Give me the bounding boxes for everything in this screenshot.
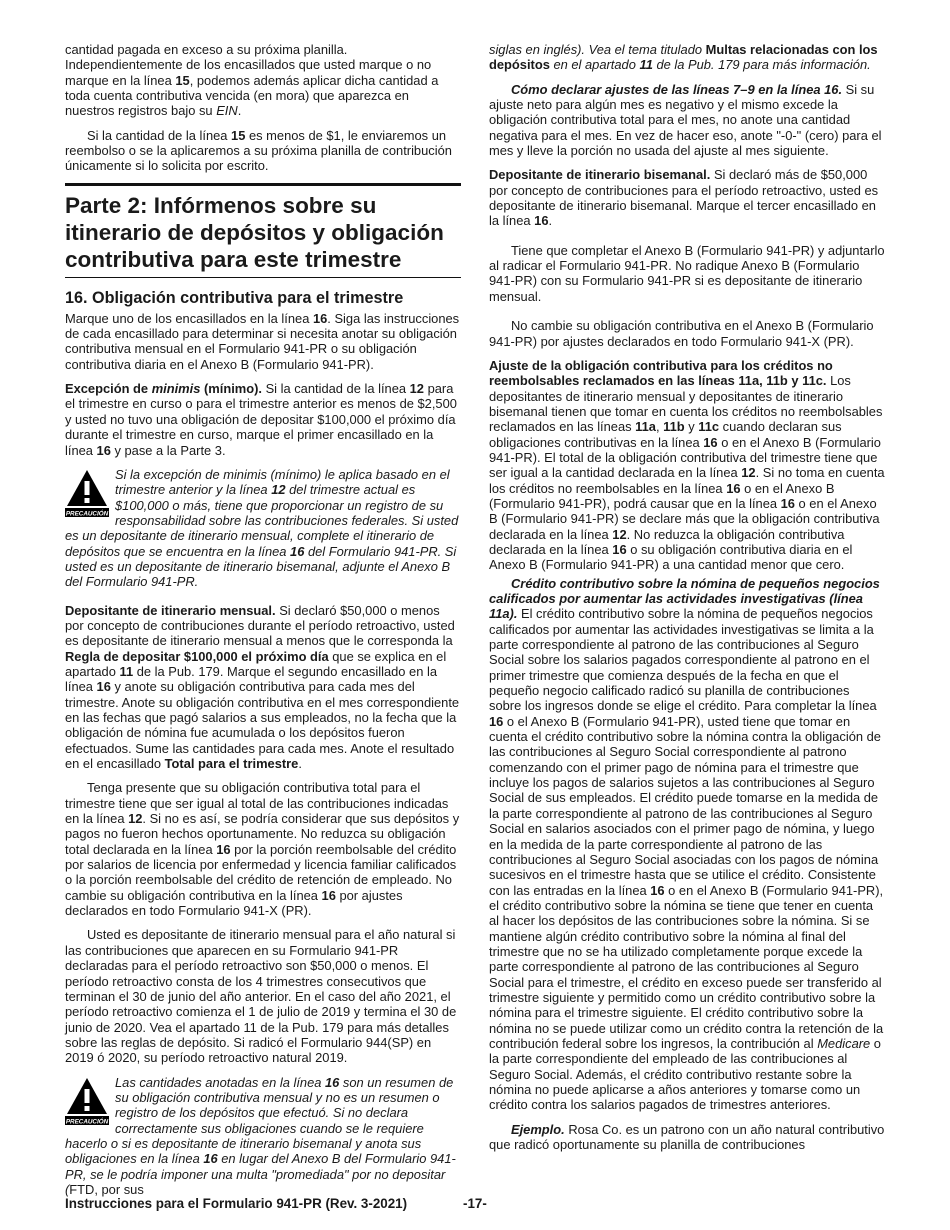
paragraph-monthly-depositor: Depositante de itinerario mensual. Si declaró $50,000 o menos por concepto de contribuciones durante el período retroactivo, usted es depositante de itinerario mensual a menos que le corresponda la Regla de depositar $100,000 el próximo día que se explica en el apartado 11 de la Pub. 179. Marque el segundo encasillado en la línea 16 y anote su obligación contributiva para cada mes del trimestre. Anote su obligación contributiva en el mes correspondiente en las fechas que pagó salarios a sus empleados, no la fecha que la obligación de nómina fue acumulada o los depósitos fueron efectuados. Sume las cantidades para cada mes. Anote el resultado en el encasillado Total para el trimestre. — [65, 602, 460, 772]
paragraph-no-change: No cambie su obligación contributiva en el Anexo B (Formulario 941-PR) por ajustes declarados en todo Formulario 941-X (PR). — [489, 318, 874, 349]
caution-icon — [65, 468, 109, 518]
paragraph-research-credit: Crédito contributivo sobre la nómina de pequeños negocios calificados por aumentar las actividades investigativas (línea 11a). El crédito contributivo sobre la nómina de pequeños negocios calificados por aumentar las actividades investigativas se limita a la parte correspondiente al patrono de las contribuciones al Seguro Social sobre los salarios pagados correspondiente al patrono en el primer trimestre que comienza después de la fecha en que el pequeño negocio calificado radicó su planilla de contribuciones sobre los ingresos donde se elige el crédito. Para completar la línea 16 o el Anexo B (Formulario 941-PR), usted tiene que tomar en cuenta el crédito contributivo sobre la nómina contra la obligación de las contribuciones al Seguro Social correspondiente al patrono comenzando con el primer pago de nómina para el trimestre que incluye los pagos de salarios sujetos a las contribuciones al Seguro Social de sus empleados. El crédito puede tomarse en la medida de la parte correspondiente al patrono de las contribuciones al Seguro Social en salarios asociados con el primer pago de nómina, y luego en la medida de la parte correspondiente al patrono de las contribuciones al Seguro Social asociadas con los pagos de nómina sucesivos en el trimestre hasta que se utilice el crédito. Consistente con las entradas en la línea 16 o en el Anexo B (Formulario 941-PR), el crédito contributivo sobre la nómina se tiene que tener en cuenta al hacer los depósitos de las contribuciones sobre la nómina. Si se mantiene algún crédito contributivo sobre la nómina al final del trimestre que no se ha utilizado completamente porque excede la parte correspondiente al patrono de las contribuciones al Seguro Social para el trimestre, el crédito en exceso puede ser transferido al trimestre siguiente y permitido como un crédito contributivo sobre la nómina para el trimestre siguiente. El crédito contributivo sobre la nómina no se puede utilizar como un crédito contra la retención de la contribución federal sobre los ingresos, la contribución al Medicare o la parte correspondiente del empleado de las contribuciones al Seguro Social. Además, el crédito contributivo restante sobre la nómina no puede aplicarse a años anteriores y tomarse como un crédito contra los salarios pagados de trimestres anteriores. — [489, 575, 884, 1113]
paragraph-total-liability: Tenga presente que su obligación contributiva total para el trimestre tiene que ser igual al total de las contribuciones indicadas en la línea 12. Si no es así, se podría considerar que sus depósitos y pagos no fueron hechos oportunamente. No reduzca su obligación total declarada en la línea 16 por la porción reembolsable del crédito por salarios de licencia por enfermedad y licencia familiar calificados o la porción reembolsable del crédito de retención de empleado. No cambie su obligación contributiva en la línea 16 por ajustes declarados en todo Formulario 941-X (PR). — [65, 780, 460, 919]
paragraph-adjustments: Cómo declarar ajustes de las líneas 7–9 en la línea 16. Si su ajuste neto para algún mes es negativo y el mismo excede la obligación contributiva total para el mes, no anote una cantidad negativa para el mes. En vez de hacer eso, anote "-0-" (cero) para el mes y lleve la porción no usada del ajuste al mes siguiente. — [489, 81, 882, 159]
paragraph-line16: Marque uno de los encasillados en la línea 16. Siga las instrucciones de cada encasillado para determinar si necesita anotar su obligación contributiva mensual en el Formulario 941-PR o su obligación contributiva diaria en el Anexo B (Formulario 941-PR). — [65, 310, 460, 372]
paragraph-refund: Si la cantidad de la línea 15 es menos de $1, le enviaremos un reembolso o se la aplicaremos a su próxima planilla de contribución únicamente si lo solicita por escrito. — [65, 127, 452, 174]
footer-form-title: Instrucciones para el Formulario 941-PR (Rev. 3-2021) — [65, 1196, 408, 1211]
caution-icon — [65, 1076, 109, 1126]
svg-text:PRECAUCIÓN: PRECAUCIÓN — [65, 510, 109, 518]
caution-note-2: PRECAUCIÓN Las cantidades anotadas en la línea 16 son un resumen de su obligación contributiva mensual y no es un resumen o registro de los depósitos que efectuó. Si no declara correctamente sus obligaciones cuando se le requiere hacerlo o si es depositante de itinerario bisemanal y anota sus obligaciones en la línea 16 en lugar del Anexo B del Formulario 941-PR, se le podría imponer una multa "promediada" por no depositar (FTD, por sus — [65, 1074, 456, 1197]
paragraph-semiweekly-depositor: Depositante de itinerario bisemanal. Si declaró más de $50,000 por concepto de contribuciones para el período retroactivo, usted es depositante de itinerario bisemanal. Marque el tercer encasillado en la línea 16. — [489, 167, 879, 229]
paragraph-overpayment: cantidad pagada en exceso a su próxima planilla. Independientemente de los encasillados que usted marque o no marque en la línea 15, podemos además aplicar dicha cantidad a toda cuenta contributiva vencida (en mora) que aparezca en nuestros registros bajo su EIN. — [65, 42, 439, 119]
right-column — [489, 42, 885, 1161]
heading-underline — [65, 277, 461, 278]
paragraph-example: Ejemplo. Rosa Co. es un patrono con un año natural contributivo que radicó oportunamente su planilla de contribuciones — [489, 1121, 885, 1153]
paragraph-nonrefundable-credits: Ajuste de la obligación contributiva para los créditos no reembolsables reclamados en las líneas 11a, 11b y 11c. Los depositantes de itinerario mensual y depositantes de itinerario bisemanal tienen que tomar en cuenta los créditos no reembolsables reclamados en las líneas 11a, 11b y 11c cuando declaran sus obligaciones contributivas en la línea 16 o en el Anexo B (Formulario 941-PR). El total de la obligación contributiva del trimestre tiene que ser igual a la cantidad declarada en la línea 12. Si no toma en cuenta los créditos no reembolsables en la línea 16 o en el Anexo B (Formulario 941-PR), podrá causar que en la línea 16 o en el Anexo B (Formulario 941-PR) se declare más que la obligación contributiva declarada en la línea 12. No reduzca la obligación contributiva declarada en la línea 16 o su obligación contributiva diaria en el Anexo B (Formulario 941-PR) a una cantidad menor que cero. — [489, 357, 885, 573]
svg-text:PRECAUCIÓN: PRECAUCIÓN — [65, 1117, 109, 1125]
caution-note-1: PRECAUCIÓN Si la excepción de minimis (mínimo) le aplica basado en el trimestre anterior y la línea 12 del trimestre actual es $100,000 o más, tiene que proporcionar un registro de su responsabilidad sobre las contribuciones federales. Si usted es un depositante de itinerario mensual, complete el itinerario de depósitos que se encuentra en la línea 16 del Formulario 941-PR. Si usted es un depositante de itinerario bisemanal, adjunte el Anexo B del Formulario 941-PR. — [65, 466, 459, 590]
paragraph-lookback-period: Usted es depositante de itinerario mensual para el año natural si las contribuciones que aparecen en su Formulario 941-PR declaradas para el período retroactivo son $50,000 o menos. El período retroactivo consta de los 4 trimestres consecutivos que terminan el 30 de junio del año anterior. En el caso del año 2021, el período retroactivo comienza el 1 de julio de 2019 y termina el 30 de junio de 2020. Vea el apartado 11 de la Pub. 179 para más detalles sobre las reglas de depósito. Si radicó el Formulario 944(SP) en 2019 ó 2020, su período retroactivo natural 2019. — [65, 927, 457, 1066]
left-column — [65, 42, 461, 1210]
paragraph-de-minimis: Excepción de minimis (mínimo). Si la cantidad de la línea 12 para el trimestre en curso o para el trimestre anterior es menos de $2,500 y usted no tuvo una obligación de depositar $100,000 el próximo día durante el trimestre en curso, marque el primer encasillado en la línea 16 y pase a la Parte 3. — [65, 381, 457, 458]
section-divider — [65, 183, 461, 186]
paragraph-schedule-b: Tiene que completar el Anexo B (Formulario 941-PR) y adjuntarlo al radicar el Formulario 941-PR. No radique Anexo B (Formulario 941-PR) con su Formulario 941-PR si es depositante de itinerario mensual. — [489, 242, 885, 304]
section-16-heading: 16. Obligación contributiva para el trimestre — [65, 288, 404, 307]
part-2-heading: Parte 2: Infórmenos sobre su itinerario de depósitos y obligación contributiva para este trimestre — [65, 192, 444, 272]
paragraph-penalties-continued: siglas en inglés). Vea el tema titulado Multas relacionadas con los depósitos en el apartado 11 de la Pub. 179 para más información. — [489, 42, 878, 73]
page-number: -17- — [463, 1196, 487, 1211]
